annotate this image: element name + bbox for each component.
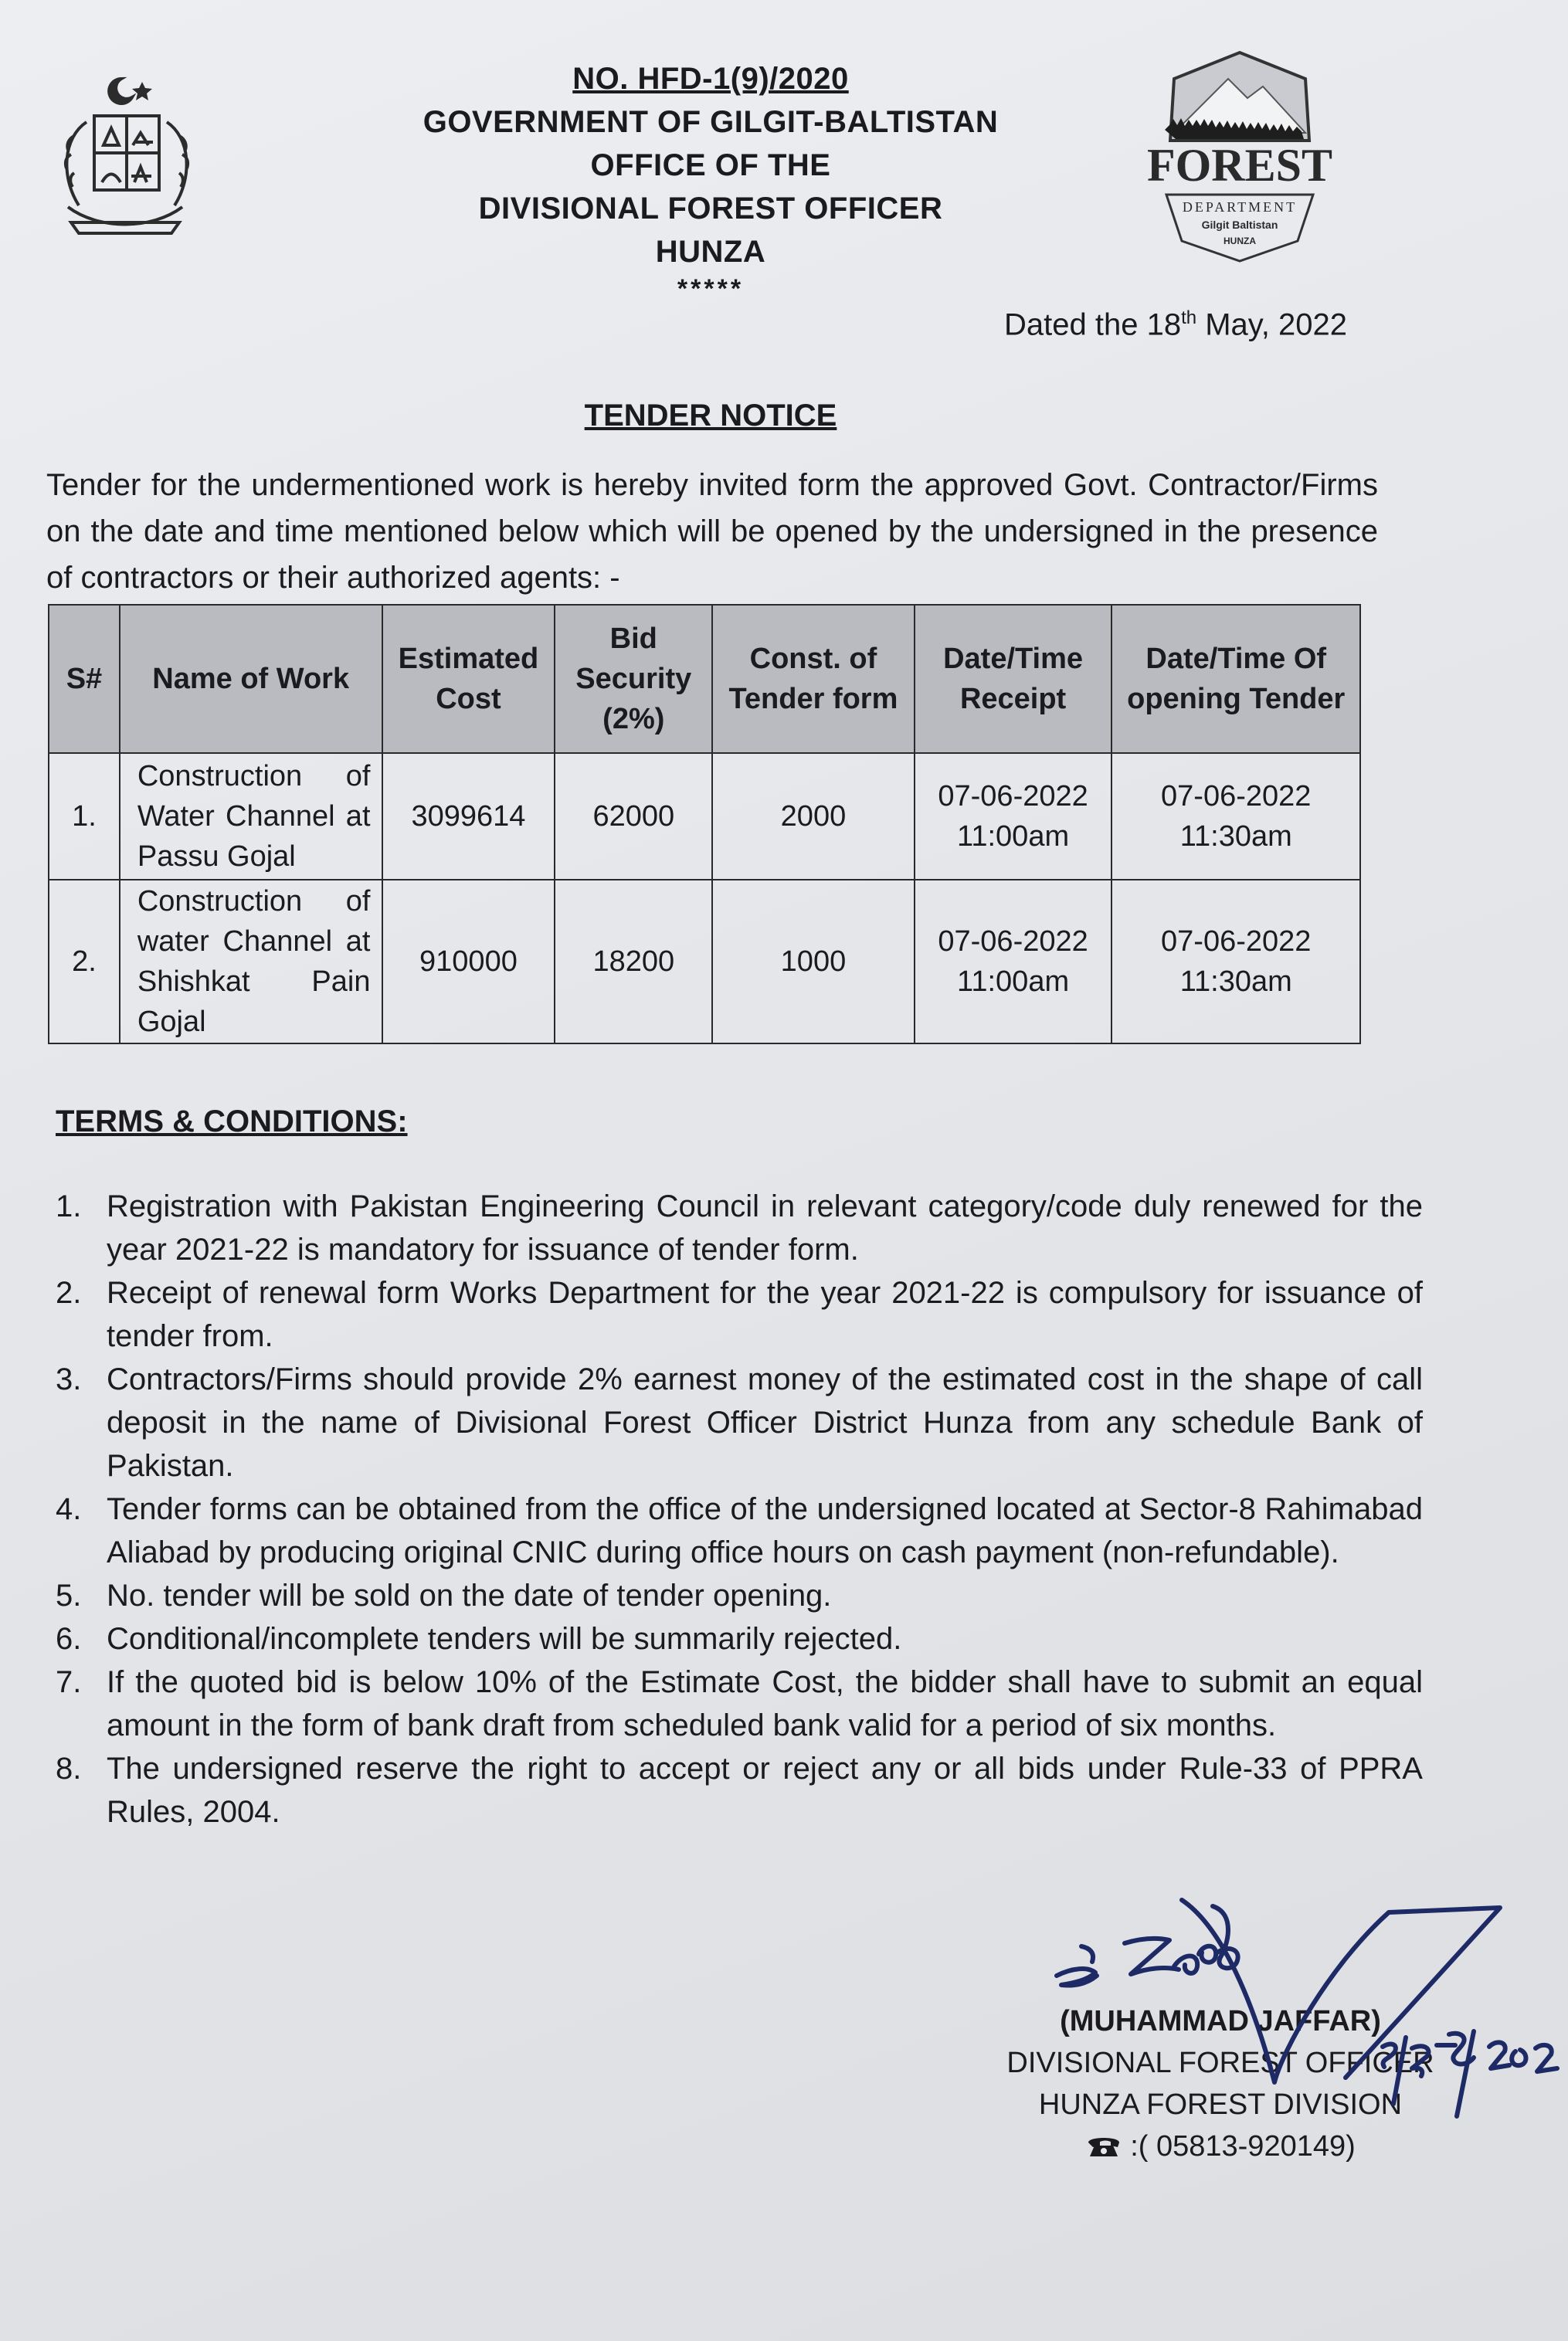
notice-date: Dated the 18th May, 2022 bbox=[1004, 307, 1347, 342]
list-item: 3. Contractors/Firms should provide 2% earnest money of the estimated cost in the shape of call deposit in the name of Divisional Forest Officer District Hunza from any schedule Bank of Pakistan. bbox=[56, 1362, 1423, 1483]
handwritten-date: 18/5/202 bbox=[1050, 1869, 1054, 1870]
letterhead-line-officer: DIVISIONAL FOREST OFFICER bbox=[478, 192, 943, 226]
letterhead bbox=[371, 57, 1050, 304]
cell-opening: 07-06-2022 11:30am bbox=[1112, 753, 1360, 880]
cell-name-of-work: Construction of Water Channel at Passu Gojal bbox=[120, 753, 382, 880]
terms-title: TERMS & CONDITIONS: bbox=[56, 1104, 408, 1138]
letterhead-line-office: OFFICE OF THE bbox=[590, 148, 831, 182]
column-header-receipt: Date/Time Receipt bbox=[915, 605, 1112, 753]
cell-sno: 2. bbox=[49, 880, 120, 1043]
signatory-name: (MUHAMMAD JAFFAR) bbox=[1060, 2005, 1381, 2037]
column-header-name-of-work: Name of Work bbox=[120, 605, 382, 753]
letterhead-line-government: GOVERNMENT OF GILGIT-BALTISTAN bbox=[423, 105, 999, 139]
table-header-row bbox=[49, 605, 1360, 753]
forest-department-logo bbox=[1135, 48, 1344, 266]
column-header-estimated-cost: Estimated Cost bbox=[382, 605, 555, 753]
forest-logo-region: Gilgit Baltistan bbox=[1201, 219, 1278, 231]
column-header-cost-of-tender-form: Const. of Tender form bbox=[712, 605, 915, 753]
cell-receipt: 07-06-2022 11:00am bbox=[915, 880, 1112, 1043]
list-item: 7. If the quoted bid is below 10% of the Estimate Cost, the bidder shall have to submit an equal amount in the form of bank draft from scheduled bank valid for a period of six months. bbox=[56, 1665, 1423, 1742]
table-row bbox=[49, 753, 1360, 880]
list-item: 8. The undersigned reserve the right to accept or reject any or all bids under Rule-33 of PPRA Rules, 2004. bbox=[56, 1752, 1423, 1829]
cell-name-of-work: Construction of water Channel at Shishkat Pain Gojal bbox=[120, 880, 382, 1043]
signatory-division: HUNZA FOREST DIVISION bbox=[1038, 2088, 1403, 2121]
column-header-bid-security: Bid Security (2%) bbox=[555, 605, 712, 753]
list-item: 6. Conditional/incomplete tenders will be summarily rejected. bbox=[56, 1622, 902, 1656]
signatory-phone: :( 05813-920149) bbox=[1004, 2126, 1437, 2167]
cell-bid-security: 62000 bbox=[555, 753, 712, 880]
cell-opening: 07-06-2022 11:30am bbox=[1112, 880, 1360, 1043]
cell-estimated-cost: 910000 bbox=[382, 880, 555, 1043]
government-emblem-icon bbox=[40, 68, 210, 253]
column-header-sno: S# bbox=[49, 605, 120, 753]
cell-estimated-cost: 3099614 bbox=[382, 753, 555, 880]
list-item: 2. Receipt of renewal form Works Department for the year 2021-22 is compulsory for issuance of tender from. bbox=[56, 1276, 1423, 1353]
forest-logo-place: HUNZA bbox=[1224, 236, 1256, 246]
tender-table bbox=[48, 604, 1361, 1044]
reference-number: NO. HFD-1(9)/2020 bbox=[572, 62, 849, 96]
list-item: 1. Registration with Pakistan Engineering Council in relevant category/code duly renewed for the year 2021-22 is mandatory for issuance of tender form. bbox=[56, 1189, 1423, 1267]
list-item: 4. Tender forms can be obtained from the office of the undersigned located at Sector-8 Rahimabad Aliabad by producing original CNIC during office hours on cash payment (non-refundable). bbox=[56, 1492, 1423, 1569]
list-item: 5. No. tender will be sold on the date of tender opening. bbox=[56, 1579, 832, 1613]
intro-paragraph: Tender for the undermentioned work is hereby invited form the approved Govt. Contractor/Firms on the date and time mentioned below which will be opened by the undersigned in the presence of contractors or their authorized agents: - bbox=[46, 468, 1378, 595]
cell-receipt: 07-06-2022 11:00am bbox=[915, 753, 1112, 880]
table-row bbox=[49, 880, 1360, 1043]
forest-logo-title: FOREST bbox=[1146, 140, 1333, 191]
forest-logo-department: DEPARTMENT bbox=[1182, 199, 1298, 215]
signatory-designation: DIVISIONAL FOREST OFFICER bbox=[1006, 2047, 1434, 2079]
cell-bid-security: 18200 bbox=[555, 880, 712, 1043]
cell-tender-form-cost: 1000 bbox=[712, 880, 915, 1043]
terms-list bbox=[56, 1185, 1423, 1834]
telephone-icon bbox=[1085, 2133, 1122, 2159]
cell-tender-form-cost: 2000 bbox=[712, 753, 915, 880]
letterhead-line-location: HUNZA bbox=[655, 235, 766, 269]
letterhead-stars: ***** bbox=[677, 274, 745, 304]
cell-sno: 1. bbox=[49, 753, 120, 880]
notice-title: TENDER NOTICE bbox=[584, 399, 837, 433]
column-header-opening: Date/Time Of opening Tender bbox=[1112, 605, 1360, 753]
handwritten-signature bbox=[1050, 1869, 1568, 2132]
